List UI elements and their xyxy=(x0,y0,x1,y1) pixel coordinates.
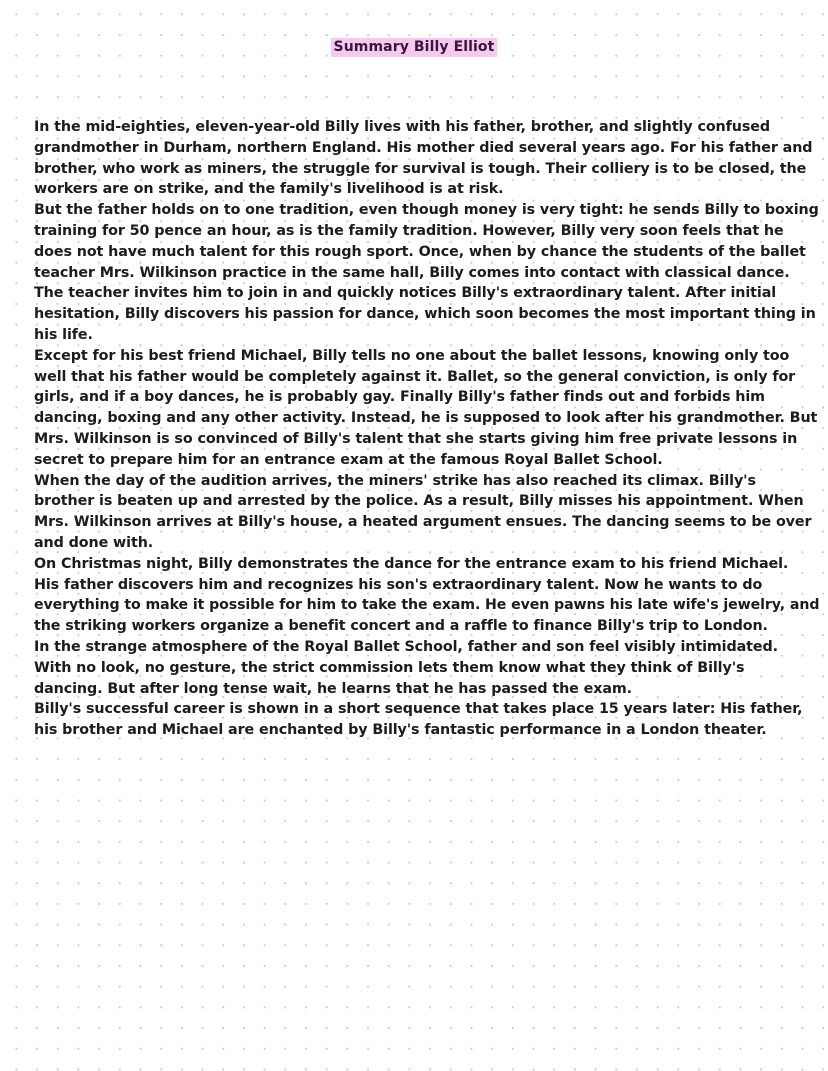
text-line: secret to prepare him for an entrance exam at the famous Royal Ballet School. xyxy=(34,451,663,468)
text-line: brother is beaten up and arrested by the police. As a result, Billy misses his appointment. When xyxy=(34,493,804,510)
text-line: On Christmas night, Billy demonstrates the dance for the entrance exam to his friend Michael. xyxy=(34,555,789,572)
text-line: dancing. But after long tense wait, he learns that he has passed the exam. xyxy=(34,680,633,697)
text-line: Mrs. Wilkinson is so convinced of Billy's talent that she starts giving him free private lessons in xyxy=(34,430,798,447)
text-line: Billy's successful career is shown in a short sequence that takes place 15 years later: His father, xyxy=(34,701,803,718)
text-line: teacher Mrs. Wilkinson practice in the same hall, Billy comes into contact with classical dance. xyxy=(34,264,790,281)
text-line: With no look, no gesture, the strict commission lets them know what they think of Billy's xyxy=(34,659,745,676)
text-line: When the day of the audition arrives, the miners' strike has also reached its climax. Billy's xyxy=(34,472,756,489)
text-line: girls, and if a boy dances, he is probably gay. Finally Billy's father finds out and forbids him xyxy=(34,389,765,406)
text-line: Except for his best friend Michael, Billy tells no one about the ballet lessons, knowing only too xyxy=(34,347,790,364)
title-row xyxy=(0,36,828,57)
text-line: well that his father would be completely against it. Ballet, so the general conviction, is only for xyxy=(34,368,796,385)
summary-text xyxy=(34,117,820,741)
text-line: The teacher invites him to join in and quickly notices Billy's extraordinary talent. After initial xyxy=(34,285,777,302)
text-line: and done with. xyxy=(34,534,154,551)
text-line: does not have much talent for this rough sport. Once, when by chance the students of the ballet xyxy=(34,243,806,260)
text-line: grandmother in Durham, northern England. His mother died several years ago. For his father and xyxy=(34,139,813,156)
text-line: In the strange atmosphere of the Royal Ballet School, father and son feel visibly intimidated. xyxy=(34,638,778,655)
text-line: his life. xyxy=(34,326,93,343)
page-title: Summary Billy Elliot xyxy=(331,38,498,57)
text-line: workers are on strike, and the family's livelihood is at risk. xyxy=(34,181,504,198)
text-line: training for 50 pence an hour, as is the family tradition. However, Billy very soon feels that he xyxy=(34,222,784,239)
text-line: dancing, boxing and any other activity. Instead, he is supposed to look after his grandmother. But xyxy=(34,410,818,427)
text-line: his brother and Michael are enchanted by Billy's fantastic performance in a London theater. xyxy=(34,722,767,739)
text-line: But the father holds on to one tradition, even though money is very tight: he sends Billy to boxing xyxy=(34,202,819,219)
text-line: hesitation, Billy discovers his passion for dance, which soon becomes the most important thing in xyxy=(34,306,816,323)
text-line: Mrs. Wilkinson arrives at Billy's house, a heated argument ensues. The dancing seems to be over xyxy=(34,514,812,531)
text-line: everything to make it possible for him to take the exam. He even pawns his late wife's jewelry, and xyxy=(34,597,820,614)
text-line: the striking workers organize a benefit concert and a raffle to finance Billy's trip to London. xyxy=(34,618,768,635)
text-line: In the mid-eighties, eleven-year-old Billy lives with his father, brother, and slightly confused xyxy=(34,119,770,135)
text-line: brother, who work as miners, the struggle for survival is tough. Their colliery is to be closed, the xyxy=(34,160,807,177)
text-line: His father discovers him and recognizes his son's extraordinary talent. Now he wants to do xyxy=(34,576,763,593)
